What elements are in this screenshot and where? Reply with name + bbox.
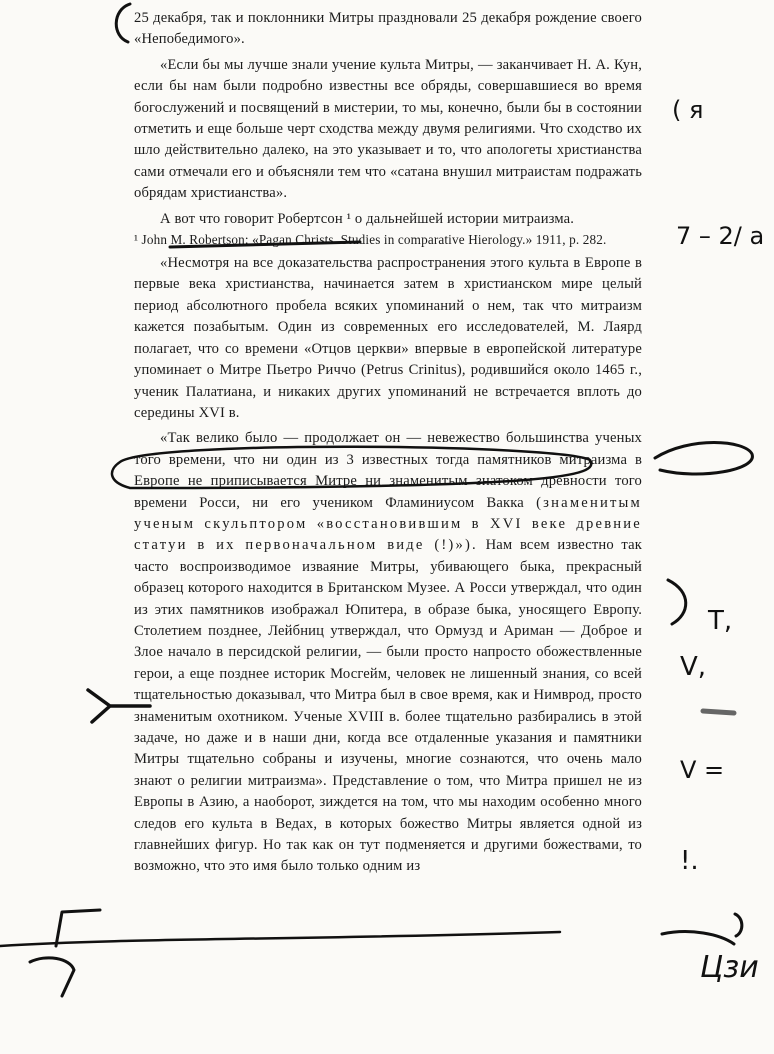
margin-note-7: Цзи	[700, 950, 759, 985]
paragraph-5-rest: Нам всем известно так часто воспроизводимое изваяние Митры, убивающего быка, прекрасный образец которого находится в Британском Музее. А Росси утверждал, что один из этих памятников изображал Юпитера, в образе быка, уносящего Европу. Столетием позднее, Лейбниц утверждал, что Ормузд и Ариман — Доброе и Злое начало в персидской религии, — были просто напросто обожествленные герои, а еще позднее историк Мосгейм, человек не лишенный знания, со всей тщательностью доказывал, что Митра был в свое время, как и Нимврод, просто знаменитым охотником. Ученые XVIII в. более тщательно разбирались в этой задаче, но даже и в наши дни, когда все отдаленные указания и памятники Митры тщательно собраны и изучены, многие сознаются, что очень мало знают о религии митраизма». Представление о том, что Митра пришел не из Европы в Азию, а наоборот, зиждется на том, что мы находим особенно много следов его культа в Ведах, в которых божество Митры является одной из главнейших фигур. Но так как он тут подменяется и другими божествами, то возможно, что это имя было только одним из	[134, 537, 642, 875]
paragraph-2: «Если бы мы лучше знали учение культа Митры, — заканчивает Н. А. Кун, если бы нам были подробно известны все обряды, совершавшиеся во время богослужений и посвящений в мистерии, то мы, конечно, были бы в состоянии отметить и еще больше черт сходства между двумя религиями. Что сходство их шло действительно далеко, на это указывает и то, что апологеты христианства сами отмечали его и объясняли тем что «сатана внушил митраистам подражать обрядам христианства».	[134, 56, 642, 202]
paragraph-5	[134, 428, 642, 878]
paragraph-5-spaced: (знаменитым ученым скульптором «восстановившим в XVI веке древние статуи в их первоначальном виде (!)»).	[134, 494, 642, 554]
right-oval-mark	[655, 443, 752, 475]
lower-left-hook	[30, 958, 74, 996]
margin-note-1: ( я	[672, 96, 704, 124]
strike-mark	[703, 711, 734, 713]
body-text	[134, 8, 642, 878]
margin-note-6: !.	[680, 846, 699, 876]
margin-note-5: V =	[680, 756, 725, 784]
paragraph-4: «Несмотря на все доказательства распространения этого культа в Европе в первые века христианства, начинается затем в христианском мире целый период абсолютного пробела всяких упоминаний о нем, так что митраизм кажется позабытым. Один из современных его исследователей, М. Лаярд полагает, что со времени «Отцов церкви» впервые в европейской литературе упоминает о Митре Пьетро Риччо (Petrus Crinitus), родившийся около 1465 г., ученик Палатиана, и никаких других упоминаний не встречается вплоть до середины XVI в.	[134, 255, 642, 421]
right-bracket-mark	[668, 580, 686, 624]
footnote: ¹ John M. Robertson: «Pagan Christs. Studies in comparative Hierology.» 1911, p. 282.	[134, 232, 607, 248]
right-curl-mark	[662, 914, 742, 944]
top-bracket-mark	[116, 4, 130, 42]
margin-note-2: 7 – 2/ a	[676, 222, 765, 250]
paragraph-3: А вот что говорит Робертсон ¹ о дальнейшей истории митраизма.	[160, 210, 575, 227]
paragraph-1: 25 декабря, так и поклонники Митры праздновали 25 декабря рождение своего «Непобедимого».	[134, 10, 642, 48]
margin-note-3: T,	[708, 606, 733, 636]
lower-left-bracket	[56, 910, 100, 946]
paragraph-5-start: «Так велико было — продолжает он — невежество большинства ученых того времени, что ни один из 3 известных тогда памятников митраизма в Европе не приписывается Митре ни знаменитым знатоком древности того времени Росси, ни его учеником Фламиниусом Вакка	[134, 430, 642, 511]
long-insert-line	[0, 932, 560, 946]
margin-note-4: V,	[680, 652, 707, 682]
